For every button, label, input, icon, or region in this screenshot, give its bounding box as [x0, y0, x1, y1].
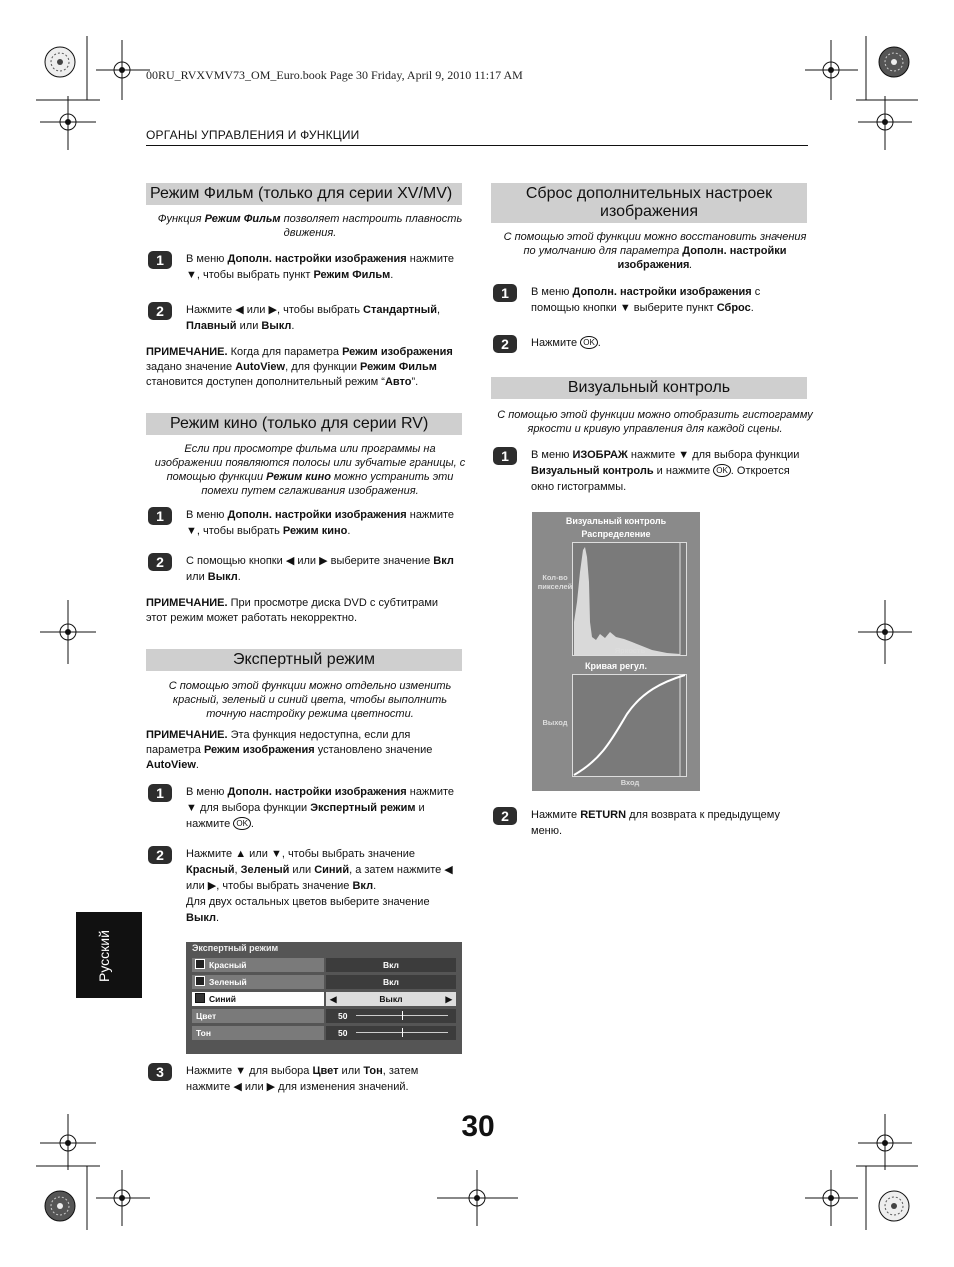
color-square-icon — [195, 959, 205, 969]
step-number-2: 2 — [493, 335, 517, 353]
reset-section — [491, 183, 807, 223]
arrow-right-icon: ▶ — [266, 1081, 276, 1093]
curve-xlabel: Вход — [620, 778, 640, 787]
cinema-note: ПРИМЕЧАНИЕ. При просмотре диска DVD с субтитрами этот режим может работать некорректно. — [146, 597, 439, 624]
histogram-graph — [572, 542, 688, 656]
step-number-1: 1 — [493, 284, 517, 302]
color-square-icon — [195, 993, 205, 1003]
step-number-2: 2 — [148, 553, 172, 571]
menu-row-red[interactable]: Красный Вкл — [192, 958, 456, 972]
visual-control-panel — [532, 512, 700, 791]
step-number-2: 2 — [148, 302, 172, 320]
step-number-1: 1 — [148, 507, 172, 525]
visual-intro: С помощью этой функции можно отобразить гистограмму яркости и кривую управления для каждой сцены. — [497, 409, 813, 435]
ok-button-icon: OK — [233, 817, 251, 830]
tint-slider[interactable] — [356, 1032, 448, 1033]
section-title: ОРГАНЫ УПРАВЛЕНИЯ И ФУНКЦИИ — [146, 128, 360, 142]
color-slider[interactable] — [356, 1015, 448, 1016]
step-number-1: 1 — [148, 784, 172, 802]
arrow-down-icon: ▼ — [270, 848, 282, 860]
cinema-section — [146, 413, 462, 435]
arrow-right-icon[interactable]: ▶ — [445, 994, 452, 1004]
arrow-up-icon: ▲ — [235, 848, 247, 860]
expert-section — [146, 649, 462, 671]
panel-title: Визуальный контроль — [565, 516, 667, 526]
expert-title: Экспертный режим — [146, 649, 462, 671]
step-number-1: 1 — [493, 447, 517, 465]
arrow-right-icon: ▶ — [319, 555, 328, 567]
film-intro: Функция Режим Фильм позволяет настроить плавность движения. — [157, 213, 463, 239]
color-square-icon — [195, 976, 205, 986]
film-title: Режим Фильм (только для серии XV/MV) — [146, 183, 462, 205]
page-number: 30 — [461, 1110, 495, 1143]
ok-button-icon: OK — [580, 336, 598, 349]
curve-title: Кривая регул. — [584, 661, 648, 671]
arrow-left-icon[interactable]: ◀ — [330, 994, 337, 1004]
expert-intro: С помощью этой функции можно отдельно изменить красный, зеленый и синий цвета, чтобы выполнить точную настройку режима цветности. — [168, 680, 452, 720]
reset-step-1: 1 В меню Дополн. настройки изображения с помощью кнопки ▼ выберите пункт Сброс. — [491, 284, 807, 316]
arrow-left-icon: ◀ — [285, 555, 295, 567]
step-number-2: 2 — [493, 807, 517, 825]
reset-step-2: 2 Нажмите OK . — [491, 335, 807, 351]
film-step-2: 2 Нажмите ◀ или ▶, чтобы выбрать Стандартный, Плавный или Выкл. — [146, 302, 462, 334]
arrow-right-icon: ▶ — [268, 304, 277, 316]
print-header: 00RU_RVXVMV73_OM_Euro.book Page 30 Friday, April 9, 2010 11:17 AM — [146, 68, 523, 82]
expert-step-1: 1 В меню Дополн. настройки изображения нажмите ▼ для выбора функции Экспертный режим и нажмите OK . — [146, 784, 462, 832]
menu-title: Экспертный режим — [192, 943, 279, 953]
control-curve-graph — [572, 674, 688, 777]
film-section — [146, 183, 462, 205]
histogram-xlabel: Яркость — [614, 646, 646, 655]
expert-mode-menu — [186, 942, 462, 1054]
film-step-1: 1 В меню Дополн. настройки изображения нажмите ▼, чтобы выбрать пункт Режим Фильм. — [146, 251, 462, 283]
expert-step-3: 3 Нажмите ▼ для выбора Цвет или Тон, затем нажмите ◀ или ▶ для изменения значений. — [146, 1063, 462, 1095]
menu-row-color[interactable]: Цвет 50 — [192, 1009, 456, 1023]
film-note: ПРИМЕЧАНИЕ. Когда для параметра Режим изображения задано значение AutoView, для функции Режим Фильм становится доступен дополнительный режим “Авто”. — [146, 346, 453, 388]
arrow-left-icon: ◀ — [444, 864, 453, 876]
step-number-1: 1 — [148, 251, 172, 269]
language-tab: Русский — [76, 912, 142, 998]
visual-step-2: 2 Нажмите RETURN для возврата к предыдущему меню. — [491, 807, 807, 839]
reset-title: Сброс дополнительных настроек изображения — [491, 183, 807, 223]
arrow-down-icon: ▼ — [235, 1065, 247, 1077]
expert-note: ПРИМЕЧАНИЕ. Эта функция недоступна, если для параметра Режим изображения установлено значение AutoView. — [146, 729, 433, 771]
arrow-left-icon: ◀ — [235, 304, 244, 316]
histogram-title: Распределение — [581, 529, 651, 539]
menu-row-green[interactable]: Зеленый Вкл — [192, 975, 456, 989]
arrow-down-icon: ▼ — [186, 525, 197, 537]
step-number-3: 3 — [148, 1063, 172, 1081]
menu-row-blue[interactable]: Синий ◀ Выкл ▶ — [192, 992, 456, 1006]
arrow-right-icon: ▶ — [207, 880, 217, 892]
expert-step-2: 2 Нажмите ▲ или ▼, чтобы выбрать значение Красный, Зеленый или Синий, а затем нажмите ◀ или ▶, чтобы выбрать значение Вкл. Для двух остальных цветов выберите значение Выкл. — [146, 846, 462, 926]
visual-title: Визуальный контроль — [491, 377, 807, 399]
arrow-down-icon: ▼ — [619, 302, 631, 314]
arrow-down-icon: ▼ — [186, 802, 197, 814]
arrow-down-icon: ▼ — [186, 269, 197, 281]
histogram-ylabel: Кол-во пикселей — [537, 573, 573, 591]
cinema-title: Режим кино (только для серии RV) — [146, 413, 462, 435]
arrow-left-icon: ◀ — [233, 1081, 242, 1093]
curve-ylabel: Выход — [542, 718, 568, 727]
cinema-step-2: 2 С помощью кнопки ◀ или ▶ выберите значение Вкл или Выкл. — [146, 553, 462, 585]
visual-section — [491, 377, 807, 399]
visual-step-1: 1 В меню ИЗОБРАЖ нажмите ▼ для выбора функции Визуальный контроль и нажмите OK . Откроется окно гистограммы. — [491, 447, 807, 495]
menu-row-tint[interactable]: Тон 50 — [192, 1026, 456, 1040]
cinema-step-1: 1 В меню Дополн. настройки изображения нажмите ▼, чтобы выбрать Режим кино. — [146, 507, 462, 539]
arrow-down-icon: ▼ — [678, 449, 690, 461]
reset-intro: С помощью этой функции можно восстановить значения по умолчанию для параметра Дополн. настройки изображения. — [503, 231, 807, 271]
cinema-intro: Если при просмотре фильма или программы на изображении появляются полосы или зубчатые границы, с помощью функции Режим кино можно устранить эти помехи путем сглаживания изображения. — [154, 443, 466, 497]
step-number-2: 2 — [148, 846, 172, 864]
ok-button-icon: OK — [713, 464, 731, 477]
